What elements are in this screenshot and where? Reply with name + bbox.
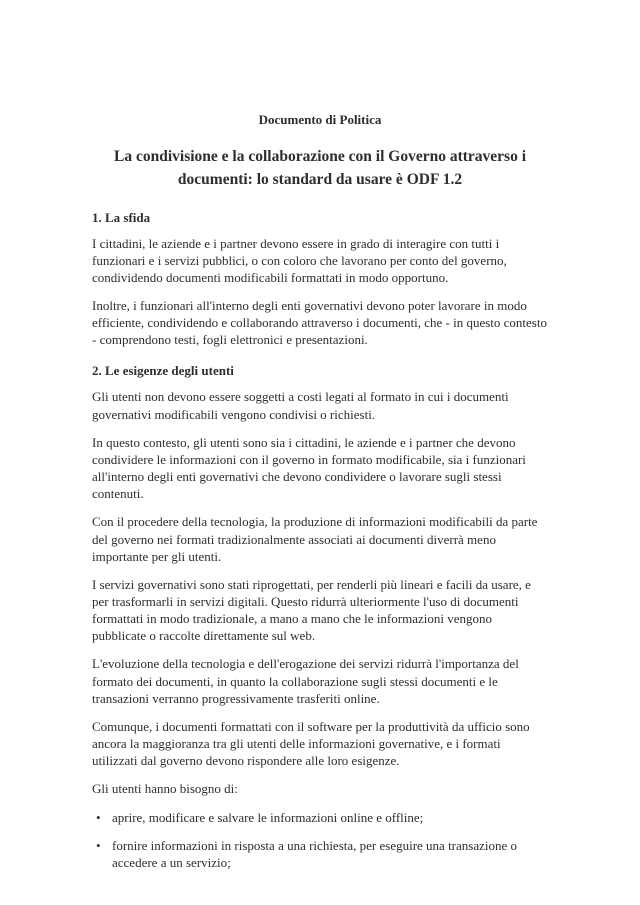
bullet-icon: • — [96, 837, 101, 853]
paragraph: In questo contesto, gli utenti sono sia i cittadini, le aziende e i partner che devono condividere le informazioni con il governo in formato modificabile, sia i funzionari all'interno degli enti governativi che devono condividere o lavorare sugli stessi contenuti. — [92, 434, 526, 502]
paragraph: L'evoluzione della tecnologia e dell'erogazione dei servizi ridurrà l'importanza del formato dei documenti, in quanto la collaborazione sugli stessi documenti e le transazioni verranno progressivamente trasferiti online. — [92, 656, 519, 706]
list-item-text: fornire informazioni in risposta a una richiesta, per eseguire una transazione o accedere a un servizio; — [112, 837, 518, 870]
document-kicker: Documento di Politica — [258, 112, 382, 127]
document-title: La condivisione e la collaborazione con il Governo attraverso i documenti: lo standard da usare è ODF 1.2 — [114, 148, 526, 189]
paragraph: Inoltre, i funzionari all'interno degli enti governativi devono poter lavorare in modo efficiente, condividendo e collaborando attraverso i documenti, che - in questo contesto - comprendono testi, fogli elettronici e presentazioni. — [92, 297, 547, 348]
paragraph: I servizi governativi sono stati riprogettati, per renderli più lineari e facili da usare, e per trasformarli in servizi digitali. Questo ridurrà ulteriormente l'uso di documenti formattati in modo tradizionale, a mano a mano che le informazioni vengono pubblicate o raccolte direttamente sul web. — [92, 576, 531, 644]
bullet-list — [92, 809, 548, 871]
section-heading-esigenze-utenti: 2. Le esigenze degli utenti — [92, 363, 234, 379]
list-item — [92, 837, 548, 871]
list-intro-paragraph: Gli utenti hanno bisogno di: — [92, 781, 238, 797]
list-item — [92, 809, 548, 826]
paragraph: Gli utenti non devono essere soggetti a costi legati al formato in cui i documenti governativi modificabili vengono condivisi o richiesti. — [92, 389, 509, 422]
paragraph: Comunque, i documenti formattati con il software per la produttività da ufficio sono ancora la maggioranza tra gli utenti delle informazioni governative, e i formati utilizzati dal governo devono rispondere alle loro esigenze. — [92, 718, 530, 769]
bullet-icon: • — [96, 809, 101, 825]
paragraph: I cittadini, le aziende e i partner devono essere in grado di interagire con tutti i funzionari e i servizi pubblici, o con coloro che lavorano per conto del governo, condividendo documenti modificabili formattati in modo opportuno. — [92, 235, 507, 285]
section-heading-la-sfida: 1. La sfida — [92, 209, 151, 225]
paragraph: Con il procedere della tecnologia, la produzione di informazioni modificabili da parte del governo nei formati tradizionalmente associati ai documenti diverrà meno importante per gli utenti. — [92, 514, 538, 564]
list-item-text: aprire, modificare e salvare le informazioni online e offline; — [112, 809, 424, 825]
